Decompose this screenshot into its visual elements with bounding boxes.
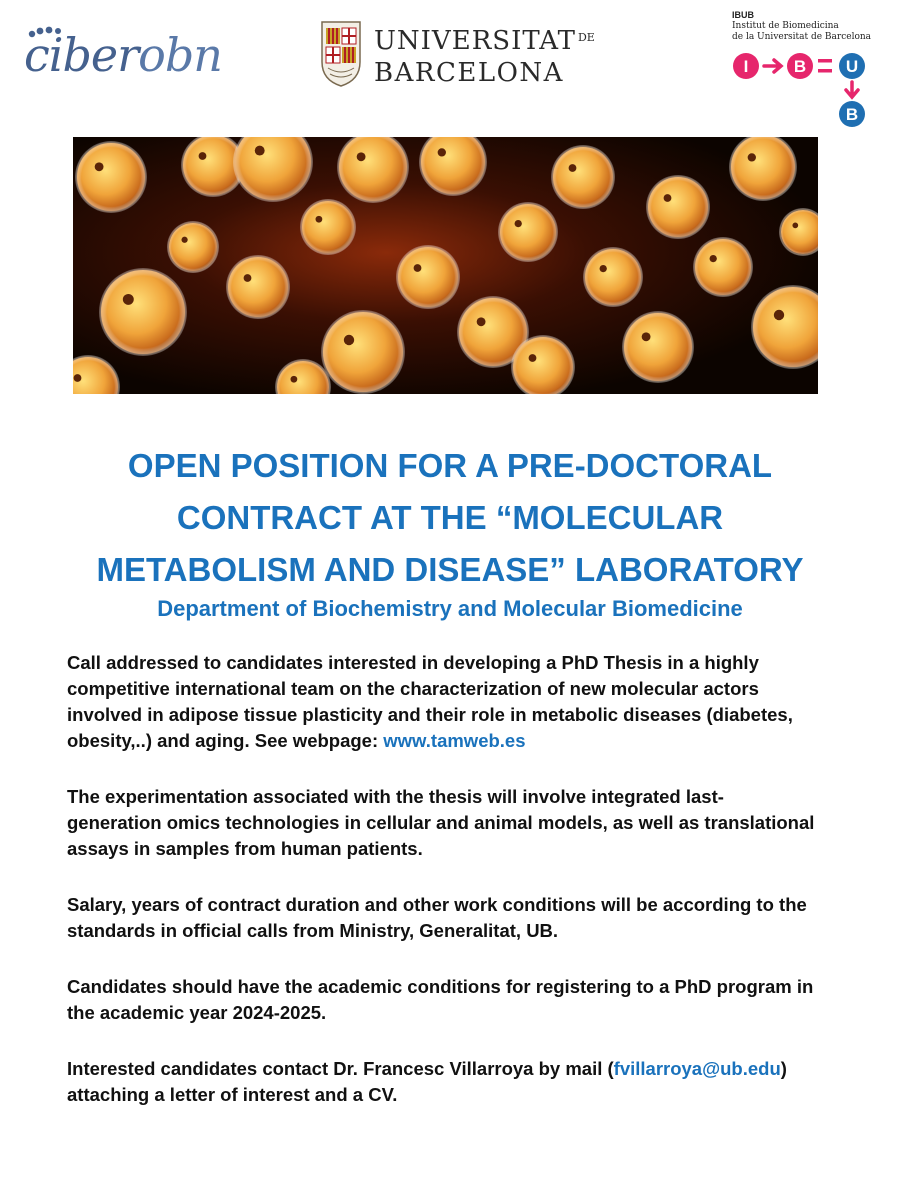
- university-name-line2: BARCELONA: [374, 58, 564, 88]
- fat-cell: [622, 311, 694, 383]
- paragraph-line: attaching a letter of interest and a CV.: [67, 1084, 398, 1105]
- webpage-link[interactable]: www.tamweb.es: [383, 730, 526, 751]
- ibub-letter-i: I: [743, 57, 749, 76]
- ciberobn-logo: [24, 26, 224, 86]
- paragraph-salary: [67, 892, 867, 944]
- adipocyte-cells-image: [73, 137, 818, 394]
- email-link[interactable]: fvillarroya@ub.edu: [613, 1058, 781, 1079]
- paragraph-line: the academic year 2024-2025.: [67, 1002, 327, 1023]
- paragraph-line: Salary, years of contract duration and other work conditions will be according to the: [67, 894, 807, 915]
- fat-cell: [321, 310, 405, 394]
- university-shield-icon: [318, 18, 364, 88]
- fat-cell: [396, 245, 460, 309]
- paragraph-line-text: obesity,..) and aging. See webpage:: [67, 730, 384, 751]
- title-line-1: OPEN POSITION FOR A PRE-DOCTORAL: [127, 447, 773, 484]
- paragraph-line: The experimentation associated with the thesis will involve integrated last-: [67, 786, 724, 807]
- fat-cell: [226, 255, 290, 319]
- fat-cell: [300, 199, 356, 255]
- fat-cell: [583, 247, 643, 307]
- paragraph-line: [67, 728, 867, 754]
- fat-cell: [498, 202, 558, 262]
- fat-cell: [551, 145, 615, 209]
- ibub-letters-icon: [728, 42, 888, 128]
- ibub-letter-b2: B: [845, 105, 859, 124]
- fat-cell: [167, 221, 219, 273]
- paragraph-line: Candidates should have the academic conditions for registering to a PhD program in: [67, 976, 814, 997]
- hero-image: [73, 137, 818, 394]
- universitat-barcelona-logo: [318, 18, 595, 90]
- paragraph-line: standards in official calls from Ministry, Generalitat, UB.: [67, 920, 559, 941]
- ibub-letter-u: U: [845, 57, 859, 76]
- paragraph-requirements: [67, 974, 867, 1026]
- contact-suffix: ): [780, 1058, 787, 1079]
- paragraph-line: [67, 1056, 867, 1082]
- paragraph-line: competitive international team on the characterization of new molecular actors: [67, 678, 759, 699]
- ibub-logo: [728, 8, 888, 128]
- fat-cell: [646, 175, 710, 239]
- ibub-letter-b1: B: [793, 57, 807, 76]
- fat-cell: [75, 141, 147, 213]
- title-line-3: METABOLISM AND DISEASE” LABORATORY: [96, 551, 804, 588]
- department-subtitle: Department of Biochemistry and Molecular Biomedicine: [157, 596, 743, 621]
- fat-cell: [693, 237, 753, 297]
- paragraph-contact: [67, 1056, 867, 1108]
- university-name-line1: UNIVERSITAT $^{DE}$: [374, 26, 595, 56]
- page-title: [40, 440, 860, 596]
- title-line-2: CONTRACT AT THE “MOLECULAR: [176, 499, 724, 536]
- paragraph-line: assays in samples from human patients.: [67, 838, 423, 859]
- fat-cell: [99, 268, 187, 356]
- ciberobn-wordmark: ciberobn: [24, 28, 222, 82]
- contact-prefix: Interested candidates contact Dr. Francesc Villarroya by mail (: [67, 1058, 614, 1079]
- paragraph-call: [67, 650, 867, 754]
- paragraph-line: generation omics technologies in cellular and animal models, as well as translational: [67, 812, 815, 833]
- ibub-fullname-line1: Institut de Biomedicina: [732, 21, 839, 31]
- ibub-fullname-line2: de la Universitat de Barcelona: [732, 32, 872, 42]
- paragraph-line: Call addressed to candidates interested in developing a PhD Thesis in a highly: [67, 652, 759, 673]
- paragraph-line: involved in adipose tissue plasticity and their role in metabolic diseases (diabetes,: [67, 704, 793, 725]
- ibub-acronym: IBUB: [732, 10, 754, 20]
- paragraph-experimentation: [67, 784, 867, 862]
